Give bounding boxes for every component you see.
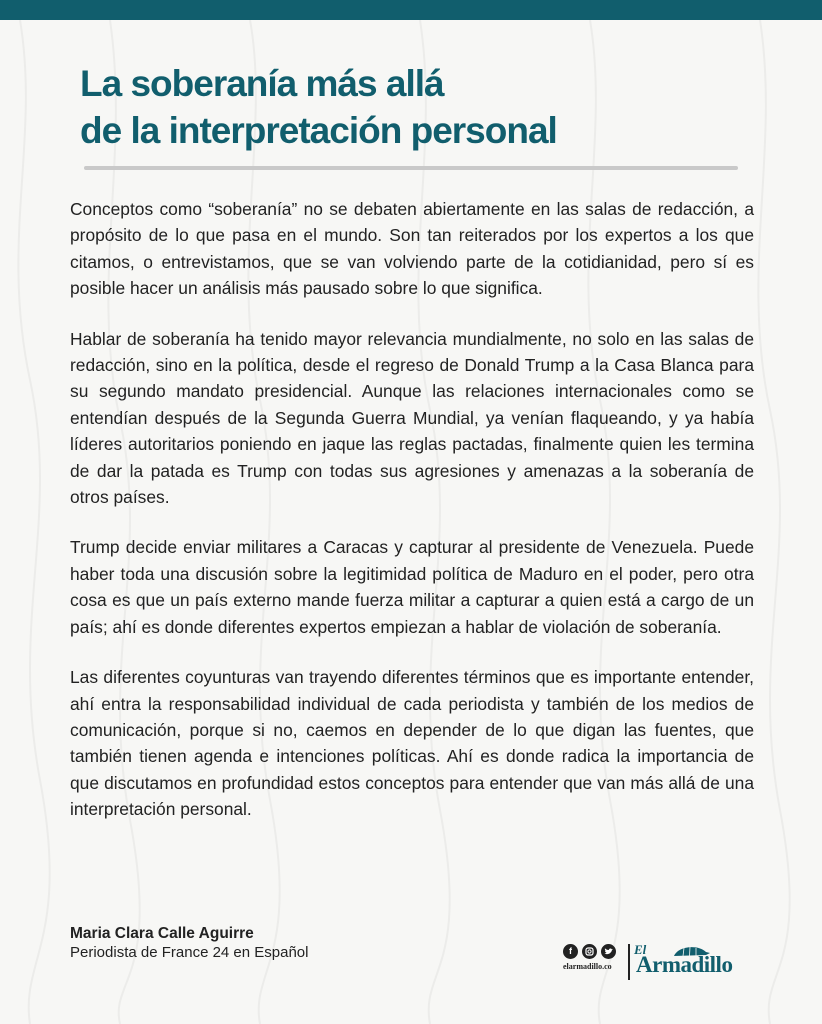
instagram-icon[interactable] [582,944,597,959]
top-accent-bar [0,0,822,20]
author-name: Maria Clara Calle Aguirre [70,925,254,942]
paragraph: Trump decide enviar militares a Caracas y capturar al presidente de Venezuela. Puede haber toda una discusión sobre la legitimidad política de Maduro en el poder, pero otra cosa es que un país externo mande fuerza militar a capturar a quien está a cargo de un país; ahí es donde diferentes expertos empiezan a hablar de violación de soberanía. [70,537,754,637]
logo-divider [628,944,630,980]
paragraph: Las diferentes coyunturas van trayendo diferentes términos que es importante entender, ahí entra la responsabilidad individual de cada periodista y también de los medios de comunicación, porque si no, caemos en depender de lo que digan las fuentes, que también tienen agenda e intenciones políticas. Ahí es donde radica la importancia de que discutamos en profundidad estos conceptos para entender que van más allá de una interpretación personal. [70,667,754,820]
logo-prefix: El [634,942,647,957]
facebook-icon[interactable]: f [563,944,578,959]
twitter-icon[interactable] [601,944,616,959]
social-block [563,944,627,973]
article-title [80,60,557,154]
title-underline [84,166,738,170]
social-icons [563,944,627,959]
paragraph: Hablar de soberanía ha tenido mayor relevancia mundialmente, no solo en las salas de redacción, sino en la política, desde el regreso de Donald Trump a la Casa Blanca para su segundo mandato presidencial. Aunque las relaciones internacionales como se entendían después de la Segunda Guerra Mundial, ya venían flaqueando, y ya había líderes autoritarios poniendo en jaque las reglas pactadas, finalmente quien les termina de dar la patada es Trump con todas sus agresiones y amenazas a la soberanía de otros países. [70,328,754,508]
title-line-1: La soberanía más allá [80,63,444,104]
title-line-2: de la interpretación personal [80,110,557,151]
logo-wordmark: Armadillo [636,952,733,977]
author-role: Periodista de France 24 en Español [70,944,309,961]
author-block [70,924,308,962]
paragraph: Conceptos como “soberanía” no se debaten abiertamente en las salas de redacción, a propósito de lo que pasa en el mundo. Son tan reiterados por los expertos a los que citamos, o entrevistamos, que se van volviendo parte de la cotidianidad, pero sí es posible hacer un análisis más pausado sobre lo que significa. [70,199,754,299]
article-body [70,196,754,847]
el-armadillo-logo [634,942,746,982]
website-handle[interactable]: elarmadillo.co [563,962,612,971]
